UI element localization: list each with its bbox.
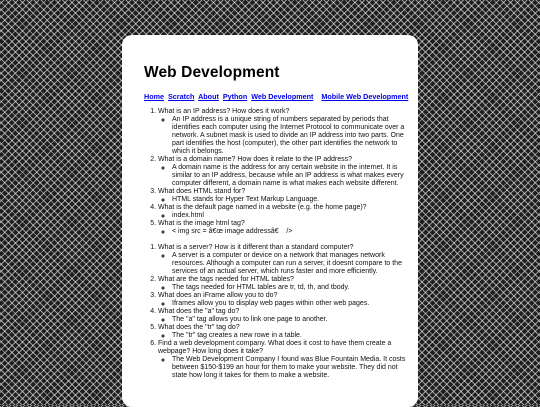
answer-text: ◦ index.html	[172, 212, 410, 220]
answer-text: ◦ A domain name is the address for any certain website in the internet. It is similar to an IP address, because while an IP address is what makes every computer different, a domain name is what makes each website different.	[172, 164, 410, 188]
question-text: What does the "tr" tag do?	[158, 324, 240, 331]
answer-text: ◦ A server is a computer or device on a network that manages network resources. Although a computer can run a server, it doesnt compare to the services of an actual server, which runs faster and more efficiently.	[172, 252, 410, 276]
answer-text: ◦ An IP address is a unique string of numbers separated by periods that identifies each computer using the Internet Protocol to communicate over a network. A subnet mask is used to divide an IP address into two parts. One part identifies the host (computer), the other part identifies the network to which it belongs.	[172, 116, 410, 156]
question-text: What does an iFrame allow you to do?	[158, 292, 278, 299]
question-text: What are the tags needed for HTML tables?	[158, 276, 294, 283]
answer-text: ◦ The Web Development Company I found was Blue Fountain Media. It costs between $150-$199 an hour for them to make your website. They did not state how long it takes for them to make a website.	[172, 356, 410, 380]
question-item	[158, 276, 418, 292]
question-text: What is a domain name? How does it relate to the IP address?	[158, 156, 353, 163]
question-item	[158, 324, 418, 340]
answer-text: ◦ HTML stands for Hyper Text Markup Language.	[172, 196, 410, 204]
question-item	[158, 244, 418, 276]
nav-link-scratch[interactable]: Scratch	[167, 92, 195, 101]
question-item	[158, 340, 418, 380]
nav-bar	[144, 92, 418, 101]
nav-link-home[interactable]: Home	[144, 92, 164, 101]
question-item	[158, 292, 418, 308]
qa-content	[144, 108, 418, 380]
question-item	[158, 220, 418, 236]
content-card	[122, 35, 418, 407]
page-title: Web Development	[144, 64, 280, 81]
answer-text: ◦ < img src = â€œ image addressâ€ />	[172, 228, 410, 236]
question-item	[158, 204, 418, 220]
question-text: What is the default page named in a website (e.g. the home page)?	[158, 204, 367, 211]
question-text: Find a web development company. What does it cost to have them create a webpage? How long does it take?	[158, 340, 392, 355]
question-list-2	[144, 244, 418, 380]
answer-text: ◦ The tags needed for HTML tables are tr, td, th, and tbody.	[172, 284, 410, 292]
answer-text: ◦ Iframes allow you to display web pages within other web pages.	[172, 300, 410, 308]
nav-link-about[interactable]: About	[198, 92, 219, 101]
question-item	[158, 188, 418, 204]
question-item	[158, 156, 418, 188]
answer-text: ◦ The "tr" tag creates a new rowe in a table.	[172, 332, 410, 340]
nav-link-python[interactable]: Python	[222, 92, 248, 101]
nav-link-web-development[interactable]: Web Development	[251, 92, 314, 101]
question-item	[158, 308, 418, 324]
question-text: What is an IP address? How does it work?	[158, 108, 290, 115]
question-item	[158, 108, 418, 156]
question-text: What does HTML stand for?	[158, 188, 246, 195]
question-text: What is a server? How is it different than a standard computer?	[158, 244, 354, 251]
question-text: What does the "a" tag do?	[158, 308, 240, 315]
question-text: What is the image html tag?	[158, 220, 245, 227]
nav-link-mobile-web-development[interactable]: Mobile Web Development	[321, 92, 409, 101]
answer-text: ◦ The "a" tag allows you to link one page to another.	[172, 316, 410, 324]
question-list-1	[144, 108, 418, 236]
